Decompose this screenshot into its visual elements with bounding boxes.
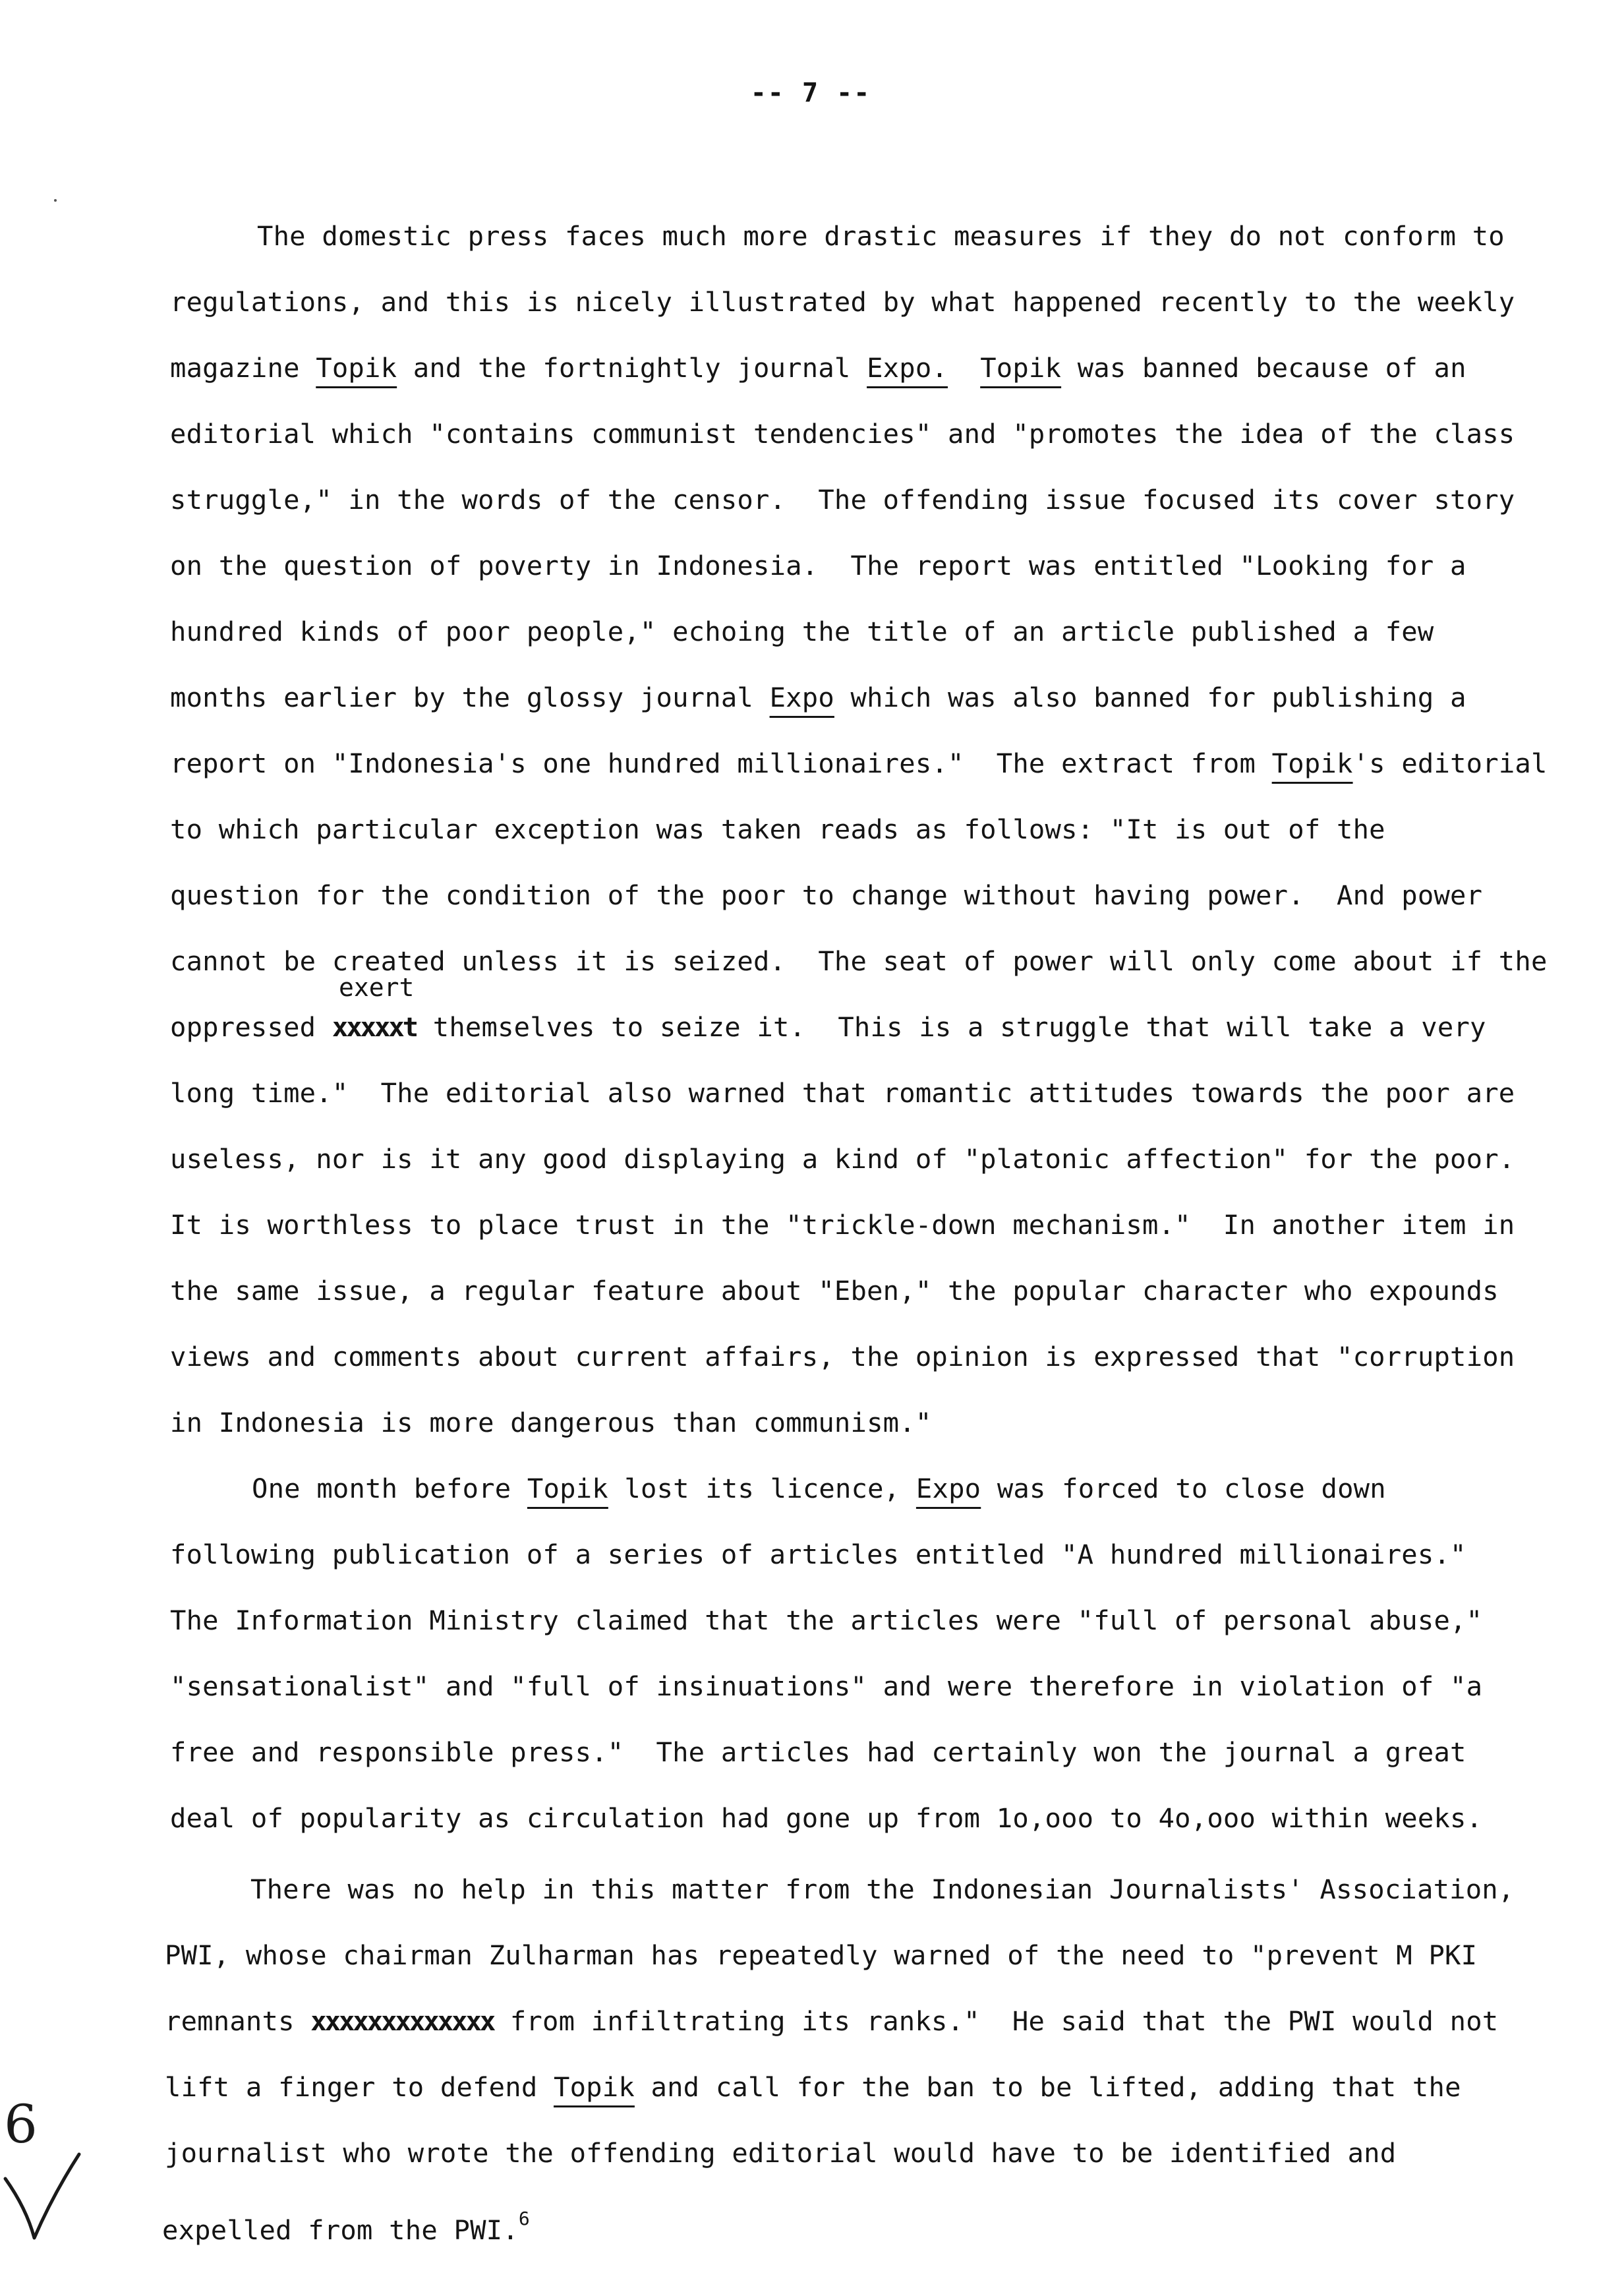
handwritten-correction: exert bbox=[339, 973, 415, 1002]
text-span: was banned because of an bbox=[1061, 352, 1466, 384]
text-line: useless, nor is it any good displaying a kind of "platonic affection" for the poor. bbox=[170, 1143, 1515, 1175]
handwritten-margin-mark bbox=[0, 2096, 99, 2241]
publication-title: Expo. bbox=[867, 352, 948, 384]
text-span: themselves to seize it. This is a struggle that will take a very bbox=[417, 1011, 1486, 1043]
text-span: and call for the ban to be lifted, adding that the bbox=[634, 2071, 1461, 2103]
check-mark-icon bbox=[5, 2154, 79, 2238]
text-line: long time." The editorial also warned that romantic attitudes towards the poor are bbox=[170, 1077, 1515, 1109]
text-line bbox=[252, 1471, 1386, 1506]
text-line: PWI, whose chairman Zulharman has repeatedly warned of the need to "prevent M PKI bbox=[165, 1939, 1478, 1971]
text-line: on the question of poverty in Indonesia. The report was entitled "Looking for a bbox=[170, 550, 1466, 581]
scan-speck bbox=[54, 199, 57, 202]
text-span: 's editorial bbox=[1352, 748, 1548, 779]
text-line: "sensationalist" and "full of insinuations" and were therefore in violation of "a bbox=[170, 1670, 1483, 1702]
text-span: lift a finger to defend bbox=[165, 2071, 554, 2103]
text-line: following publication of a series of articles entitled "A hundred millionaires." bbox=[170, 1539, 1466, 1570]
text-line bbox=[170, 680, 1466, 715]
struck-out-word: xxxxxt bbox=[332, 1011, 417, 1043]
text-span: oppressed bbox=[170, 1011, 332, 1043]
text-line: The Information Ministry claimed that the articles were "full of personal abuse," bbox=[170, 1604, 1483, 1636]
publication-title: Topik bbox=[527, 1473, 608, 1504]
text-line: the same issue, a regular feature about "Eben," the popular character who expounds bbox=[170, 1275, 1499, 1307]
text-line bbox=[170, 1010, 1486, 1044]
text-line: editorial which "contains communist tendencies" and "promotes the idea of the class bbox=[170, 418, 1515, 450]
text-line: struggle," in the words of the censor. The offending issue focused its cover story bbox=[170, 484, 1515, 515]
text-span: and the fortnightly journal bbox=[397, 352, 867, 384]
publication-title: Expo bbox=[915, 1473, 981, 1504]
text-line bbox=[170, 746, 1548, 780]
text-line bbox=[170, 351, 1466, 385]
text-span: from infiltrating its ranks." He said that the PWI would not bbox=[494, 2005, 1499, 2037]
publication-title: Topik bbox=[316, 352, 397, 384]
struck-out-word: xxxxxxxxxxxxx bbox=[310, 2005, 494, 2037]
text-span: One month before bbox=[252, 1473, 527, 1504]
text-span: remnants bbox=[165, 2005, 311, 2037]
text-line bbox=[162, 2202, 530, 2247]
text-line: The domestic press faces much more drastic measures if they do not conform to bbox=[257, 220, 1505, 252]
footnote-marker: 6 bbox=[518, 2208, 530, 2229]
text-line: question for the condition of the poor to change without having power. And power bbox=[170, 879, 1483, 911]
text-line: There was no help in this matter from the Indonesian Journalists' Association, bbox=[250, 1873, 1515, 1905]
text-line: free and responsible press." The articles had certainly won the journal a great bbox=[170, 1736, 1466, 1768]
text-span: expelled from the PWI. bbox=[162, 2214, 519, 2246]
publication-title: Expo bbox=[769, 682, 834, 713]
publication-title: Topik bbox=[1271, 748, 1353, 779]
text-span: which was also banned for publishing a bbox=[834, 682, 1466, 713]
text-span: months earlier by the glossy journal bbox=[170, 682, 770, 713]
text-span bbox=[948, 352, 980, 384]
text-line: views and comments about current affairs, the opinion is expressed that "corruption bbox=[170, 1341, 1515, 1372]
text-line bbox=[165, 2004, 1498, 2038]
publication-title: Topik bbox=[980, 352, 1062, 384]
text-line: cannot be created unless it is seized. The seat of power will only come about if the bbox=[170, 945, 1548, 977]
text-line: journalist who wrote the offending editorial would have to be identified and bbox=[165, 2137, 1397, 2169]
text-line: deal of popularity as circulation had gone up from 1o,ooo to 4o,ooo within weeks. bbox=[170, 1802, 1483, 1834]
text-line bbox=[165, 2070, 1461, 2104]
text-span: report on "Indonesia's one hundred millionaires." The extract from bbox=[170, 748, 1272, 779]
text-line: It is worthless to place trust in the "trickle-down mechanism." In another item in bbox=[170, 1209, 1515, 1241]
text-span: lost its licence, bbox=[608, 1473, 916, 1504]
page-number: -- 7 -- bbox=[750, 78, 871, 108]
publication-title: Topik bbox=[554, 2071, 635, 2103]
text-line: to which particular exception was taken reads as follows: "It is out of the bbox=[170, 813, 1385, 845]
text-line: regulations, and this is nicely illustrated by what happened recently to the weekly bbox=[170, 286, 1515, 318]
text-line: hundred kinds of poor people," echoing the title of an article published a few bbox=[170, 616, 1434, 647]
handwritten-number: 6 bbox=[4, 2096, 38, 2155]
text-span: was forced to close down bbox=[981, 1473, 1386, 1504]
text-span: magazine bbox=[170, 352, 316, 384]
text-line: in Indonesia is more dangerous than communism." bbox=[170, 1407, 932, 1438]
